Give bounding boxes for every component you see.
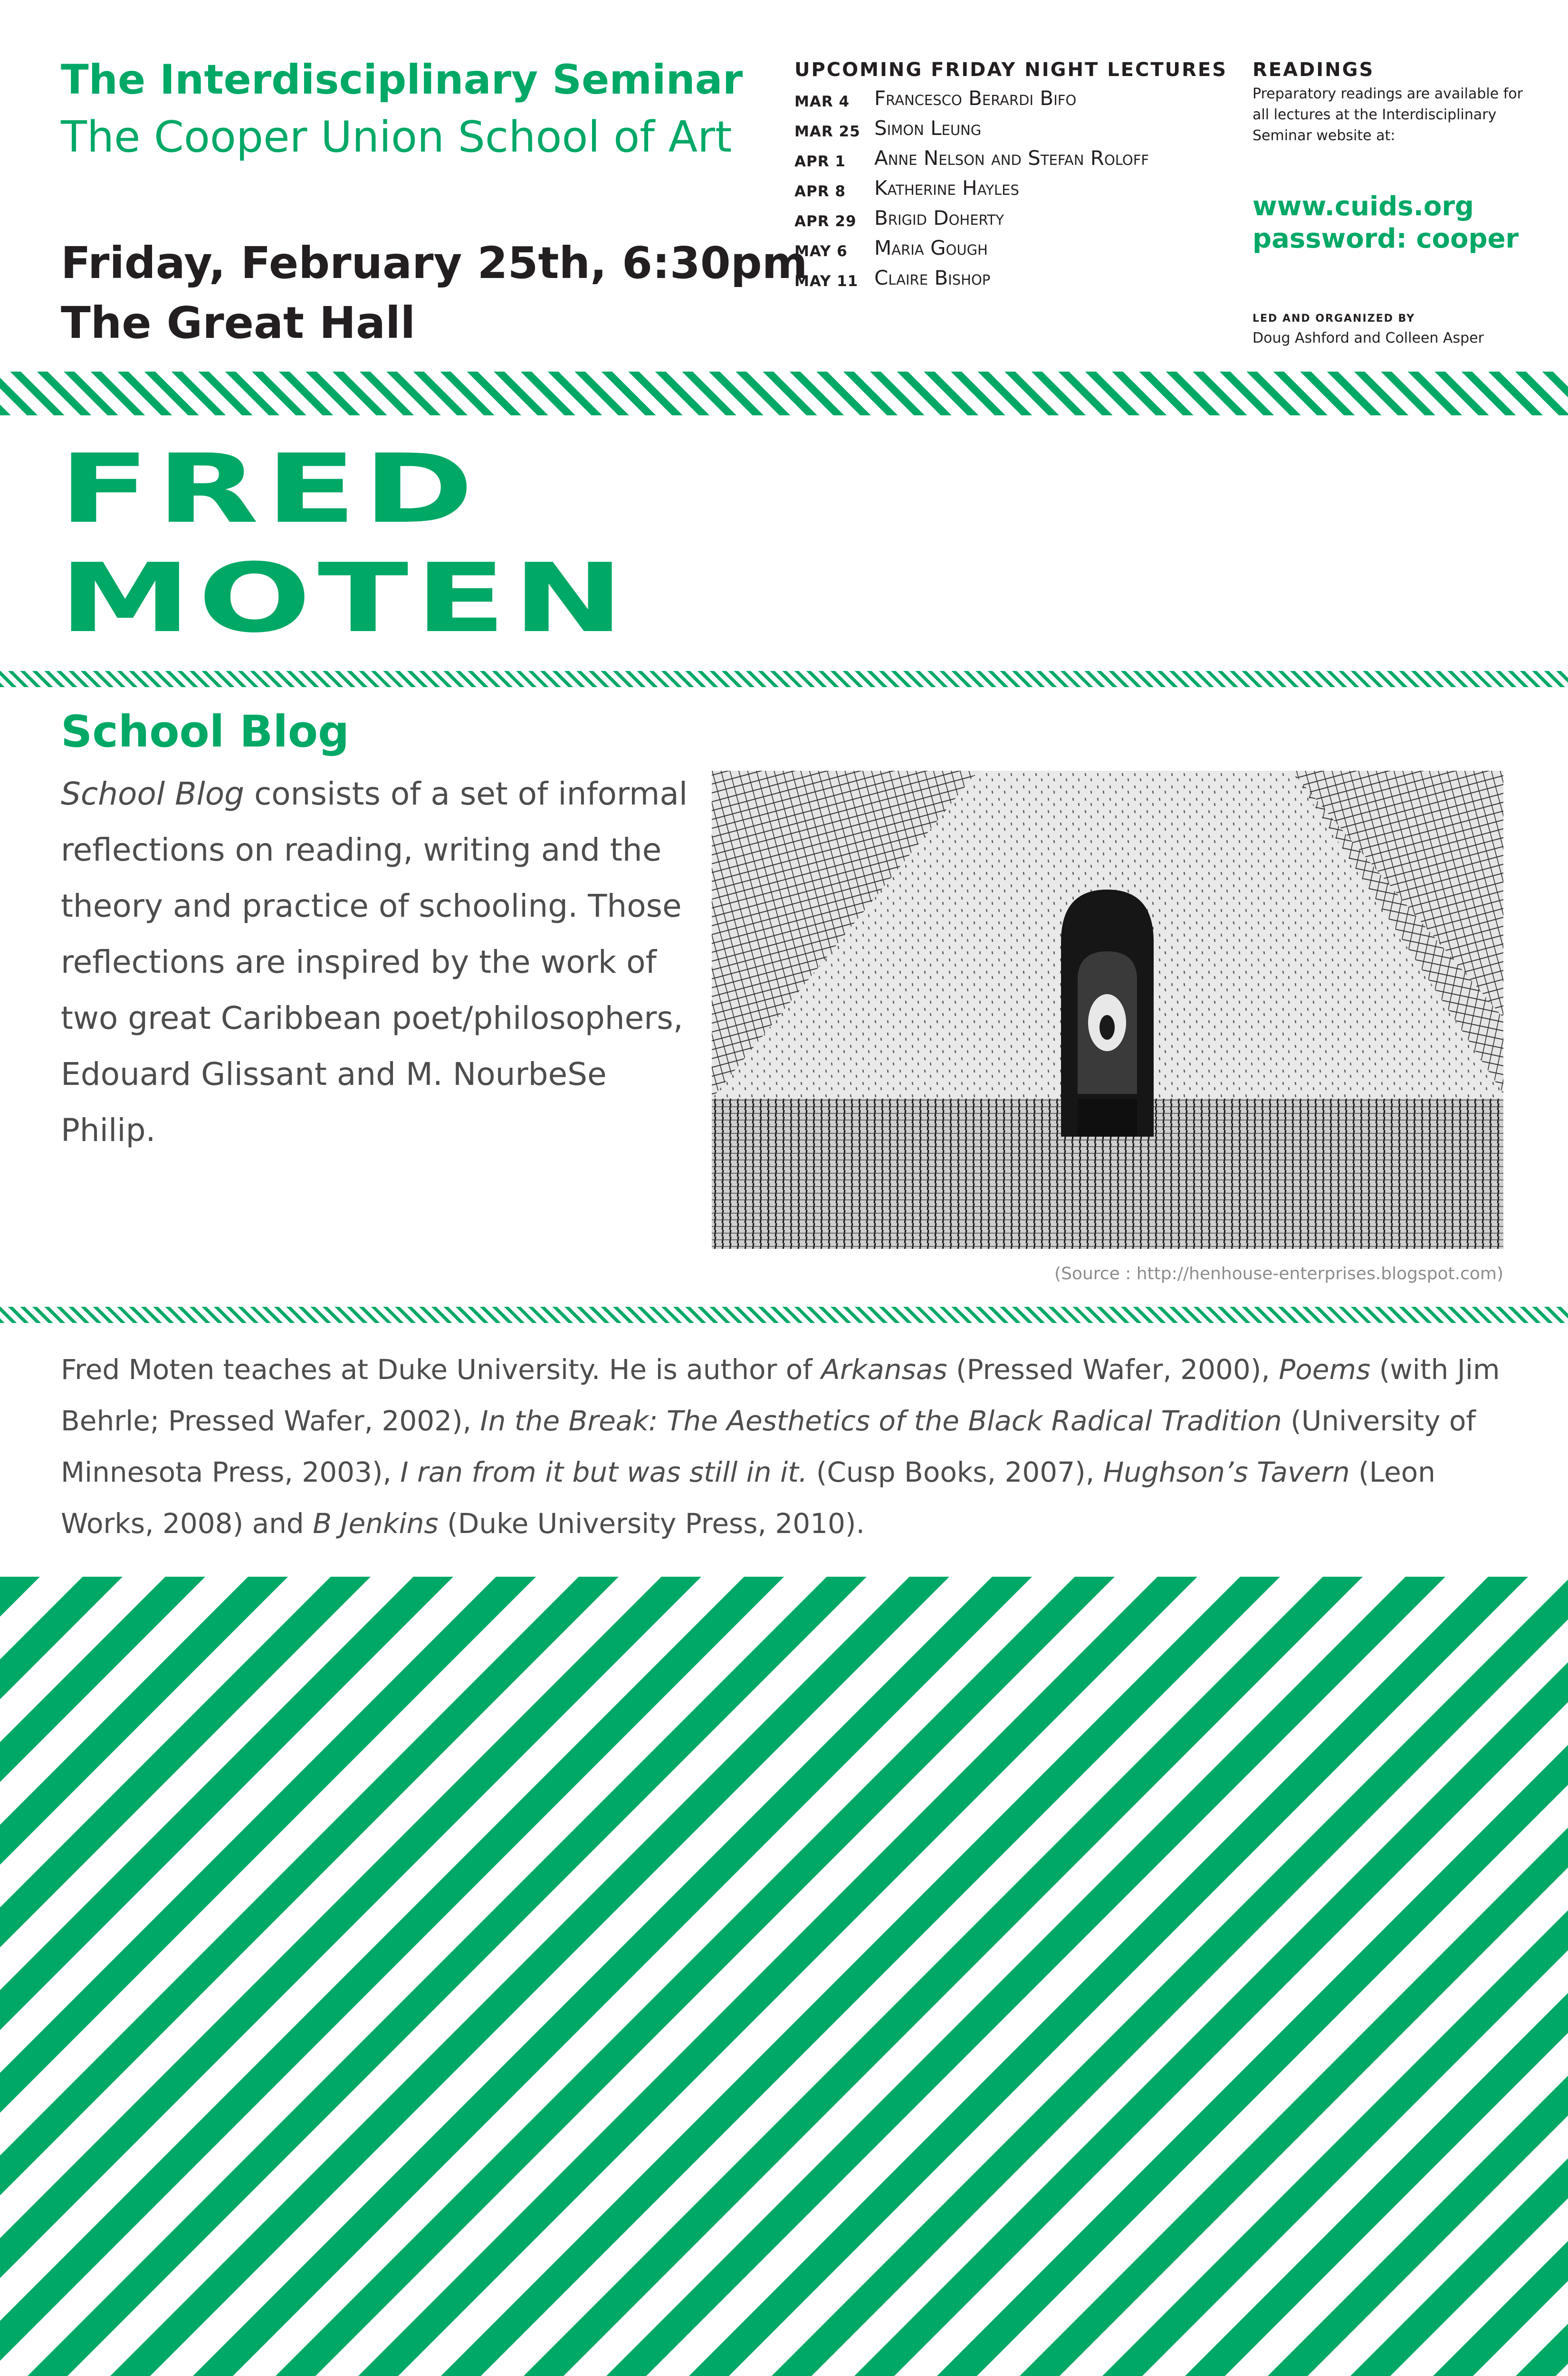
school-title: The Cooper Union School of Art: [61, 112, 732, 162]
bio-book-title: Arkansas: [821, 1353, 947, 1386]
lecture-speaker: Anne Nelson and Stefan Roloff: [874, 146, 1149, 170]
speaker-first-name: FRED: [59, 434, 480, 545]
talk-description-title: School Blog: [61, 776, 244, 812]
lecture-item: [794, 176, 1246, 206]
lecture-speaker: Katherine Hayles: [874, 176, 1019, 200]
readings-text: Preparatory readings are available for all lectures at the Interdisciplinary Seminar website at:: [1252, 86, 1523, 144]
talk-description-body: consists of a set of informal reflections on reading, writing and the theory and practice of schooling. Those reflections are inspired by the work of two great Caribbean poet/philosophers, Edouard Glissant and M. NourbeSe Philip.: [61, 776, 688, 1149]
bio-text: (Duke University Press, 2010).: [438, 1507, 865, 1540]
artwork-image: [712, 771, 1503, 1249]
talk-description: [61, 766, 688, 1159]
website-link[interactable]: www.cuids.org: [1252, 191, 1474, 222]
bio-book-title: B Jenkins: [313, 1507, 439, 1540]
bio-book-title: Poems: [1279, 1353, 1371, 1386]
lecture-item: [794, 266, 1246, 296]
lecture-item: [794, 116, 1246, 146]
lecture-speaker: Brigid Doherty: [874, 206, 1004, 230]
lecture-item: [794, 146, 1246, 176]
readings-heading: READINGS: [1252, 59, 1375, 81]
lecture-date: APR 8: [794, 183, 846, 200]
lecture-speaker: Maria Gough: [874, 236, 988, 259]
bio-book-title: I ran from it but was still in it.: [400, 1456, 808, 1488]
lecture-speaker: Francesco Berardi Bifo: [874, 86, 1077, 110]
bio-book-title: Hughson’s Tavern: [1103, 1456, 1350, 1488]
lectures-heading: UPCOMING FRIDAY NIGHT LECTURES: [794, 59, 1228, 81]
stripe-divider: [0, 372, 1568, 415]
speaker-last-name: MOTEN: [59, 543, 631, 654]
lecture-speaker: Claire Bishop: [874, 266, 991, 289]
lecture-speaker: Simon Leung: [874, 116, 982, 140]
bio-text: (University of Minnesota Press, 2003),: [61, 1405, 1476, 1488]
bio-text: (Cusp Books, 2007),: [807, 1456, 1103, 1488]
bio-text: (Pressed Wafer, 2000),: [947, 1353, 1279, 1386]
bottom-stripe-pattern: [0, 1577, 1568, 2376]
website-password: password: cooper: [1252, 223, 1519, 254]
lecture-date: APR 1: [794, 153, 846, 170]
bio-book-title: In the Break: The Aesthetics of the Black Radical Tradition: [480, 1405, 1282, 1437]
stripe-divider: [0, 1307, 1568, 1323]
organizer-names: Doug Ashford and Colleen Asper: [1252, 330, 1484, 346]
talk-title: School Blog: [61, 706, 349, 757]
image-source-caption: (Source : http://henhouse-enterprises.blogspot.com): [1054, 1264, 1503, 1284]
lecture-date: MAY 6: [794, 243, 848, 260]
lecture-item: [794, 236, 1246, 266]
lecture-date: MAR 25: [794, 123, 860, 140]
lectures-list: [794, 86, 1246, 296]
lecture-item: [794, 206, 1246, 236]
seminar-title: The Interdisciplinary Seminar: [61, 56, 743, 104]
bio-text: (Leon Works, 2008) and: [61, 1456, 1435, 1540]
bio-text: (with Jim Behrle; Pressed Wafer, 2002),: [61, 1353, 1500, 1437]
organizer-heading: LED AND ORGANIZED BY: [1252, 313, 1415, 325]
lecture-date: APR 29: [794, 213, 857, 230]
bio-text: Fred Moten teaches at Duke University. He is author of: [61, 1353, 822, 1386]
lecture-date: MAY 11: [794, 273, 859, 290]
event-place: The Great Hall: [61, 297, 416, 348]
lecture-item: [794, 86, 1246, 116]
event-date: Friday, February 25th, 6:30pm: [61, 238, 808, 288]
lecture-date: MAR 4: [794, 93, 850, 110]
speaker-bio: [61, 1344, 1505, 1549]
stripe-divider: [0, 671, 1568, 687]
